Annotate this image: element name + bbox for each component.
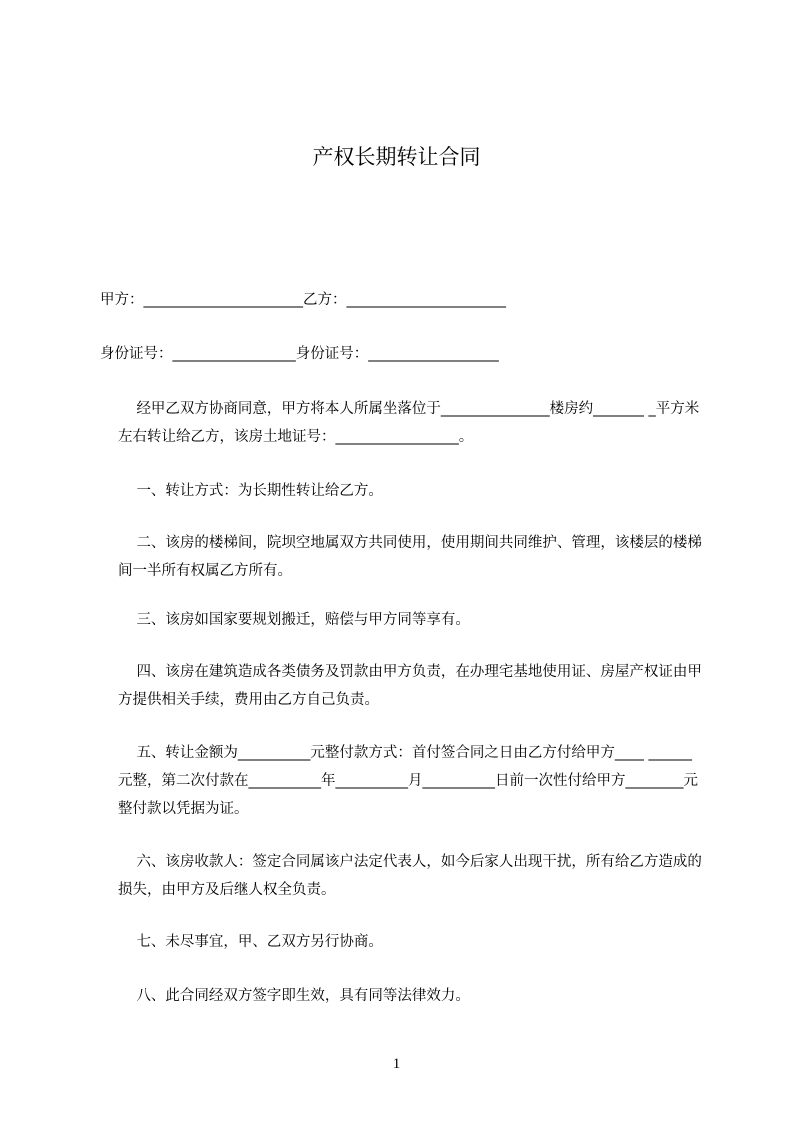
clause-1: 一、转让方式：为长期性转让给乙方。 (118, 483, 383, 499)
clause-7: 七、未尽事宜，甲、乙双方另行协商。 (118, 934, 383, 950)
clause-8: 八、此合同经双方签字即生效，具有同等法律效力。 (118, 988, 470, 1004)
clause-2: 二、该房的楼梯间，院坝空地属双方共同使用，使用期间共同维护、管理，该楼层的楼梯间一半所有权属乙方所有。 (118, 535, 702, 579)
clause-5: 五、转让金额为__________元整付款方式：首付签合同之日由乙方付给甲方____ ______元整，第二次付款在__________年__________月__________日前一次性付给甲方________元整付款以凭据为证。 (118, 745, 698, 817)
page-number: 1 (392, 1056, 401, 1072)
document-title: 产权长期转让合同 (312, 145, 481, 169)
id-number-line: 身份证号：_________________身份证号：__________________ (100, 346, 499, 362)
party-line: 甲方：______________________乙方：______________________ (100, 292, 506, 308)
intro-paragraph: 经甲乙双方协商同意，甲方将本人所属坐落位于_______________楼房约_______ _平方米左右转让给乙方，该房土地证号：_________________。 (118, 401, 700, 445)
clause-3: 三、该房如国家要规划搬迁，赔偿与甲方同等享有。 (118, 612, 470, 628)
clause-6: 六、该房收款人：签定合同属该户法定代表人，如今后家人出现干扰，所有给乙方造成的损失，由甲方及后继人权全负责。 (118, 854, 702, 898)
clause-4: 四、该房在建筑造成各类债务及罚款由甲方负责，在办理宅基地使用证、房屋产权证由甲方提供相关手续，费用由乙方自己负责。 (118, 664, 702, 708)
